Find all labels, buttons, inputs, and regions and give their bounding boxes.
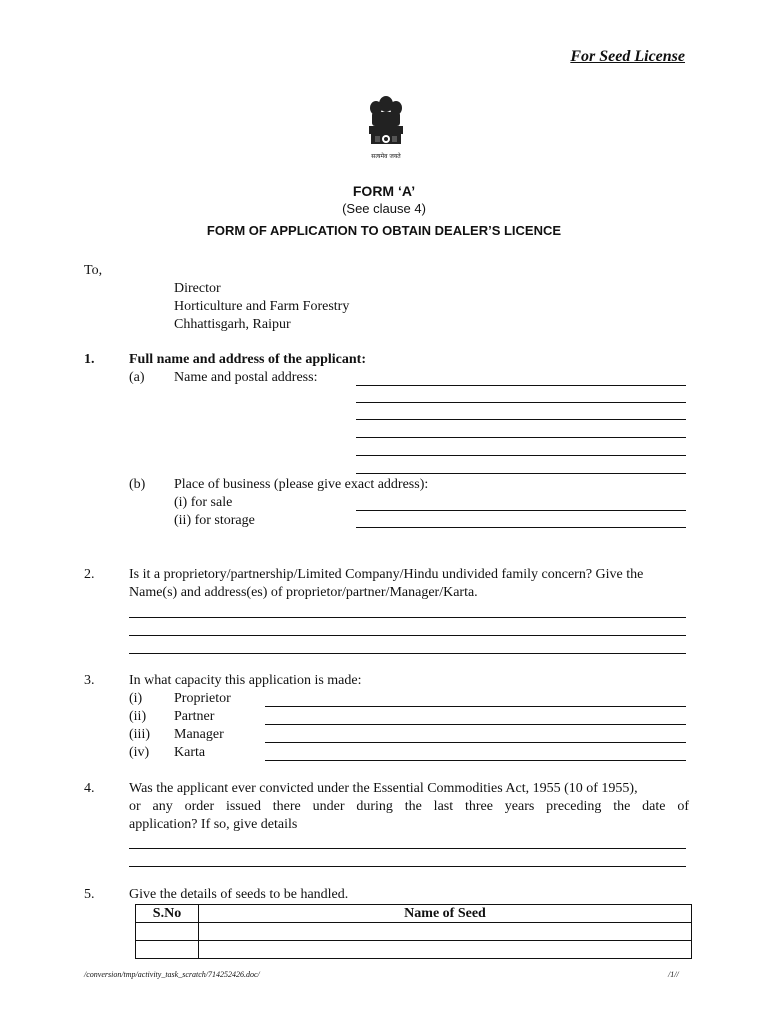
q2-line-2: Name(s) and address(es) of proprietor/partner/Manager/Karta.: [129, 585, 478, 600]
q1b-label: (b): [129, 477, 146, 492]
seed-name-cell[interactable]: [199, 941, 692, 959]
q1a-text: Name and postal address:: [174, 370, 318, 385]
form-heading: FORM OF APPLICATION TO OBTAIN DEALER’S LICENCE: [206, 223, 562, 238]
footer-path: /conversion/tmp/activity_task_scratch/714252426.doc/: [84, 970, 260, 979]
q1a-line-5[interactable]: [356, 455, 686, 456]
table-header-row: [136, 905, 692, 923]
sno-cell[interactable]: [136, 941, 199, 959]
form-clause: (See clause 4): [342, 201, 426, 216]
to-label: To,: [84, 263, 103, 278]
sno-cell[interactable]: [136, 923, 199, 941]
q4-line-2: or any order issued there under during the last three years preceding the date of: [129, 799, 689, 814]
q1b-sale-line[interactable]: [356, 510, 686, 511]
q3-option-label: (i): [129, 691, 143, 706]
q1b-text: Place of business (please give exact address):: [174, 477, 429, 492]
q3-option-line[interactable]: [265, 760, 686, 761]
q3-option-line[interactable]: [265, 724, 686, 725]
q3-option-text: Karta: [174, 745, 206, 760]
q3-option-label: (ii): [129, 709, 147, 724]
q3-option-label: (iv): [129, 745, 150, 760]
q2-line-1: Is it a proprietory/partnership/Limited Company/Hindu undivided family concern? Give the: [129, 567, 644, 582]
q1a-line-6[interactable]: [356, 473, 686, 474]
seed-license-tag: For Seed License: [570, 48, 685, 65]
q3-option-label: (iii): [129, 727, 150, 742]
q1a-label: (a): [129, 370, 145, 385]
q4-answer-line-2[interactable]: [129, 866, 686, 867]
table-row[interactable]: [136, 923, 692, 941]
emblem-motto: सत्यमेव जयते: [371, 153, 401, 160]
q1b-storage: (ii) for storage: [174, 513, 255, 528]
q4-answer-line-1[interactable]: [129, 848, 686, 849]
form-title: FORM ‘A’: [352, 183, 416, 199]
seed-name-cell[interactable]: [199, 923, 692, 941]
q1b-storage-line[interactable]: [356, 527, 686, 528]
q4-line-3: application? If so, give details: [129, 817, 298, 832]
table-row[interactable]: [136, 941, 692, 959]
q1-number: 1.: [84, 352, 95, 367]
q3-option-line[interactable]: [265, 742, 686, 743]
q3-option-text: Partner: [174, 709, 215, 724]
q3-number: 3.: [84, 673, 95, 688]
q1a-line-4[interactable]: [356, 437, 686, 438]
q3-option-text: Manager: [174, 727, 224, 742]
addressee-line-3: Chhattisgarh, Raipur: [174, 317, 291, 332]
q1a-line-3[interactable]: [356, 419, 686, 420]
q5-number: 5.: [84, 887, 95, 902]
q2-number: 2.: [84, 567, 95, 582]
q3-text: In what capacity this application is made:: [129, 673, 362, 688]
q2-answer-line-1[interactable]: [129, 617, 686, 618]
addressee-line-2: Horticulture and Farm Forestry: [174, 299, 350, 314]
q3-option-text: Proprietor: [174, 691, 231, 706]
q1-title: Full name and address of the applicant:: [129, 352, 366, 367]
seeds-table: [135, 904, 692, 959]
addressee-line-1: Director: [174, 281, 221, 296]
q1a-line-2[interactable]: [356, 402, 686, 403]
q5-text: Give the details of seeds to be handled.: [129, 887, 349, 902]
q2-answer-line-2[interactable]: [129, 635, 686, 636]
q1b-sale: (i) for sale: [174, 495, 233, 510]
seed-name-header: Name of Seed: [199, 905, 692, 923]
sno-header: S.No: [136, 905, 199, 923]
page-number: /1//: [668, 970, 679, 979]
q4-line-1: Was the applicant ever convicted under the Essential Commodities Act, 1955 (10 of 1955),: [129, 781, 638, 796]
q1a-line-1[interactable]: [356, 385, 686, 386]
q4-number: 4.: [84, 781, 95, 796]
q2-answer-line-3[interactable]: [129, 653, 686, 654]
q3-option-line[interactable]: [265, 706, 686, 707]
